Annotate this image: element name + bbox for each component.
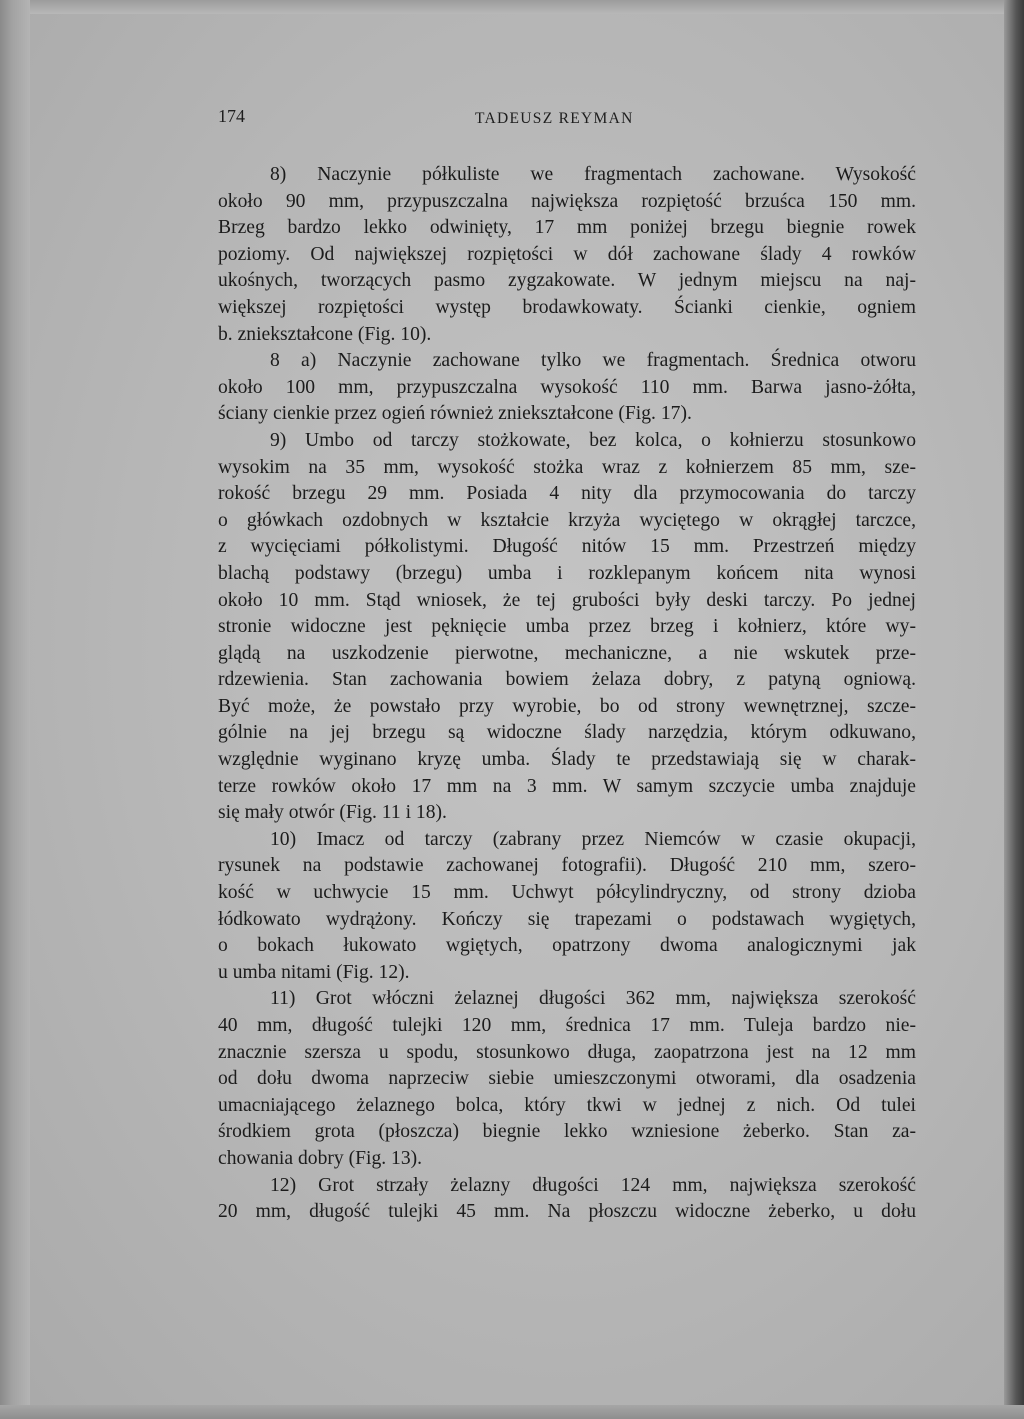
text-line: środkiem grota (płoszcza) biegnie lekko wzniesione żeberko. Stan za- bbox=[218, 1121, 916, 1143]
text-line: kość w uchwycie 15 mm. Uchwyt półcylindryczny, od strony dzioba bbox=[218, 882, 916, 904]
running-title: TADEUSZ REYMAN bbox=[475, 110, 634, 127]
body-text bbox=[218, 162, 916, 1226]
text-line: 40 mm, długość tulejki 120 mm, średnica 17 mm. Tuleja bardzo nie- bbox=[218, 1015, 916, 1036]
text-line: 12) Grot strzały żelazny długości 124 mm, największa szerokość bbox=[270, 1174, 916, 1196]
text-line: około 90 mm, przypuszczalna największa rozpiętość brzuśca 150 mm. bbox=[218, 190, 916, 212]
text-line: chowania dobry (Fig. 13). bbox=[218, 1147, 423, 1169]
text-line: gólnie na jej brzegu są widoczne ślady narzędzia, którym odkuwano, bbox=[218, 722, 916, 744]
text-line: glądą na uszkodzenie pierwotne, mechaniczne, a nie wskutek prze- bbox=[218, 642, 916, 664]
text-line: stronie widoczne jest pęknięcie umba przez brzeg i kołnierz, które wy- bbox=[218, 616, 916, 638]
text-line: od dołu dwoma naprzeciw siebie umieszczonymi otworami, dla osadzenia bbox=[218, 1068, 916, 1090]
text-line: b. zniekształcone (Fig. 10). bbox=[218, 323, 432, 345]
text-line: terze rowków około 17 mm na 3 mm. W samym szczycie umba znajduje bbox=[218, 775, 916, 797]
text-line: rysunek na podstawie zachowanej fotografii). Długość 210 mm, szero- bbox=[218, 855, 916, 877]
running-head bbox=[218, 104, 918, 134]
scan-right-shadow bbox=[1004, 0, 1024, 1419]
text-line: z wycięciami półkolistymi. Długość nitów 15 mm. Przestrzeń między bbox=[218, 536, 916, 558]
scan-left-shadow bbox=[0, 0, 30, 1419]
scan-bottom-shadow bbox=[0, 1405, 1024, 1419]
page-number: 174 bbox=[218, 106, 245, 126]
text-line: 11) Grot włóczni żelaznej długości 362 mm, największa szerokość bbox=[270, 988, 916, 1010]
text-line: ukośnych, tworzących pasmo zygzakowate. W jednym miejscu na naj- bbox=[218, 270, 916, 292]
text-line: 20 mm, długość tulejki 45 mm. Na płoszczu widoczne żeberko, u dołu bbox=[218, 1201, 916, 1223]
text-line: umacniającego żelaznego bolca, który tkwi w jednej z nich. Od tulei bbox=[218, 1094, 916, 1116]
text-line: około 10 mm. Stąd wniosek, że tej grubości były deski tarczy. Po jednej bbox=[218, 589, 916, 611]
text-line: Brzeg bardzo lekko odwinięty, 17 mm poniżej brzegu biegnie rowek bbox=[218, 217, 916, 239]
text-line: 9) Umbo od tarczy stożkowate, bez kolca, o kołnierzu stosunkowo bbox=[270, 429, 916, 451]
text-line: u umba nitami (Fig. 12). bbox=[218, 961, 410, 983]
text-line: większej rozpiętości występ brodawkowaty. Ścianki cienkie, ogniem bbox=[218, 296, 916, 318]
text-line: 10) Imacz od tarczy (zabrany przez Niemców w czasie okupacji, bbox=[270, 828, 916, 850]
scan-top-shadow bbox=[0, 0, 1024, 14]
text-line: wysokim na 35 mm, wysokość stożka wraz z kołnierzem 85 mm, sze- bbox=[218, 456, 916, 478]
text-line: blachą podstawy (brzegu) umba i rozklepanym końcem nita wynosi bbox=[218, 562, 916, 584]
text-line: rokość brzegu 29 mm. Posiada 4 nity dla przymocowania do tarczy bbox=[218, 483, 916, 505]
text-line: się mały otwór (Fig. 11 i 18). bbox=[218, 802, 447, 824]
text-line: ściany cienkie przez ogień również zniekształcone (Fig. 17). bbox=[218, 403, 692, 425]
text-line: 8 a) Naczynie zachowane tylko we fragmentach. Średnica otworu bbox=[270, 350, 916, 372]
text-line: 8) Naczynie półkuliste we fragmentach zachowane. Wysokość bbox=[270, 164, 916, 185]
text-line: o główkach ozdobnych w kształcie krzyża wyciętego w okrągłej tarczce, bbox=[218, 509, 916, 531]
text-line: Być może, że powstało przy wyrobie, bo od strony wewnętrznej, szcze- bbox=[218, 695, 916, 717]
text-line: łódkowato wydrążony. Kończy się trapezami o podstawach wygiętych, bbox=[218, 908, 916, 930]
text-line: około 100 mm, przypuszczalna wysokość 110 mm. Barwa jasno-żółta, bbox=[218, 376, 916, 398]
text-line: rdzewienia. Stan zachowania bowiem żelaza dobry, z patyną ogniową. bbox=[218, 669, 916, 691]
text-line: poziomy. Od największej rozpiętości w dół zachowane ślady 4 rowków bbox=[218, 243, 916, 265]
text-line: względnie wyginano kryzę umba. Ślady te przedstawiają się w charak- bbox=[218, 749, 916, 771]
text-line: znacznie szersza u spodu, stosunkowo długa, zaopatrzona jest na 12 mm bbox=[218, 1041, 916, 1063]
text-line: o bokach łukowato wgiętych, opatrzony dwoma analogicznymi jak bbox=[218, 935, 916, 957]
